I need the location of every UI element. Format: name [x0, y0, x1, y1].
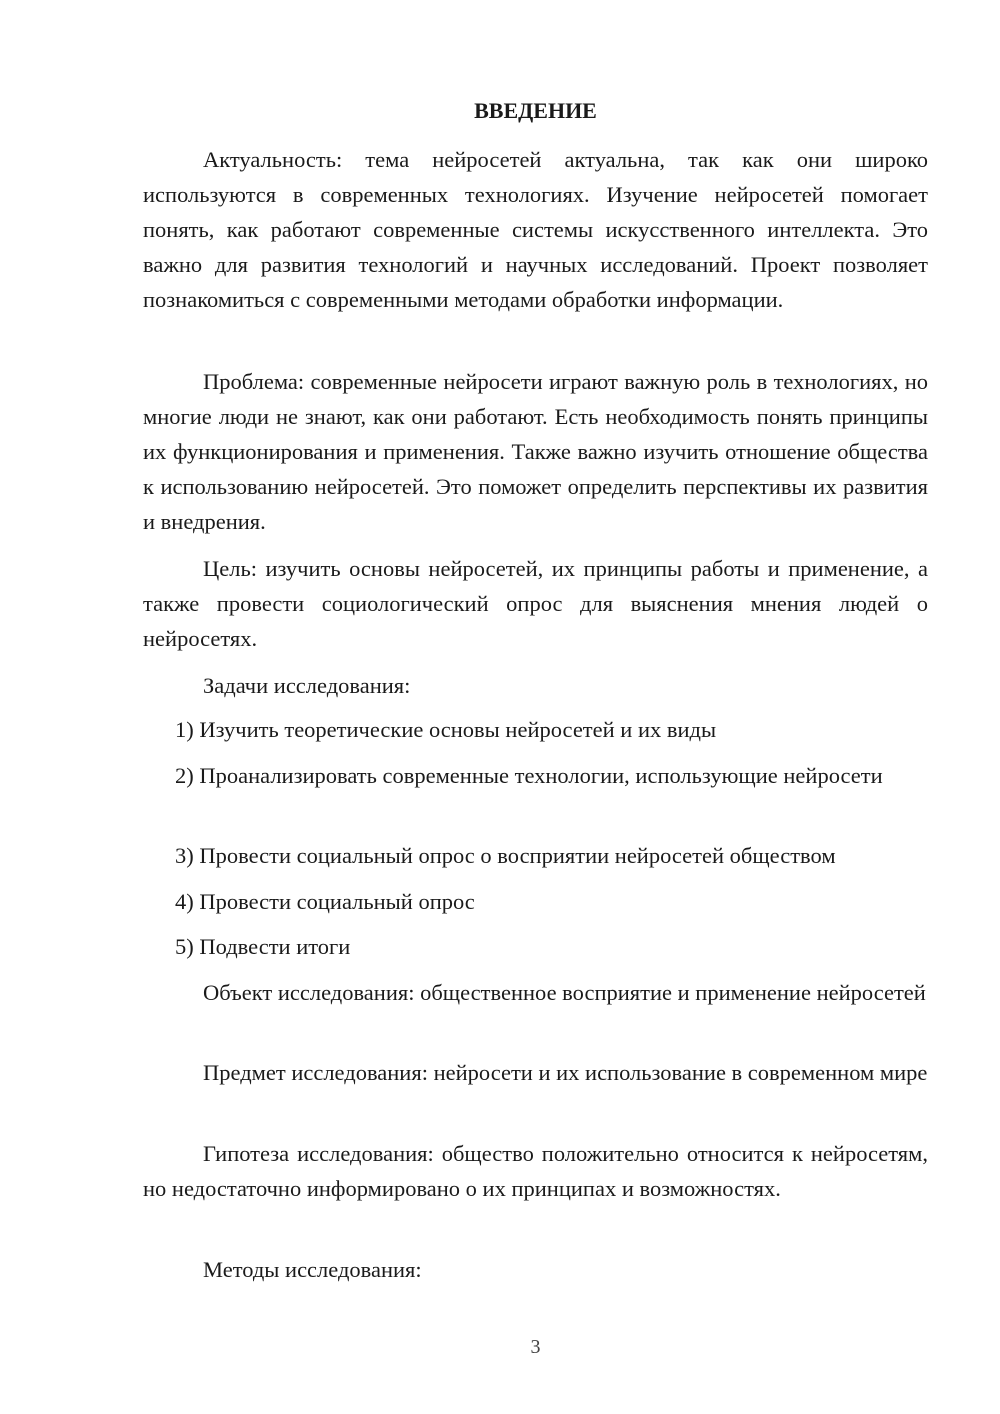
task-item-5: 5) Подвести итоги: [175, 934, 351, 959]
subject-paragraph: Предмет исследования: нейросети и их использование в современном мире: [203, 1060, 928, 1085]
page-number: 3: [530, 1336, 541, 1358]
relevance-paragraph: Актуальность: тема нейросетей актуальна, так как они широко используются в современных технологиях. Изучение нейросетей помогает понять, как работают современные системы искусственного интеллекта. Это важно для развития технологий и научных исследований. Проект позволяет познакомиться с современными методами обработки информации.: [143, 147, 928, 312]
hypothesis-paragraph: Гипотеза исследования: общество положительно относится к нейросетям, но недостаточно информировано о их принципах и возможностях.: [143, 1141, 928, 1201]
section-heading: ВВЕДЕНИЕ: [474, 98, 597, 123]
task-item-1: 1) Изучить теоретические основы нейросетей и их виды: [175, 717, 717, 742]
goal-paragraph: Цель: изучить основы нейросетей, их принципы работы и применение, а также провести социологический опрос для выяснения мнения людей о нейросетях.: [143, 556, 928, 651]
object-paragraph: Объект исследования: общественное восприятие и применение нейросетей: [203, 980, 926, 1005]
task-item-4: 4) Провести социальный опрос: [175, 889, 475, 914]
task-item-3: 3) Провести социальный опрос о восприятии нейросетей обществом: [175, 843, 836, 868]
methods-heading: Методы исследования:: [203, 1257, 422, 1282]
problem-paragraph: Проблема: современные нейросети играют важную роль в технологиях, но многие люди не знают, как они работают. Есть необходимость понять принципы их функционирования и применения. Также важно изучить отношение общества к использованию нейросетей. Это поможет определить перспективы их развития и внедрения.: [143, 369, 928, 534]
task-item-2: 2) Проанализировать современные технологии, использующие нейросети: [175, 763, 883, 788]
tasks-heading: Задачи исследования:: [203, 673, 411, 698]
